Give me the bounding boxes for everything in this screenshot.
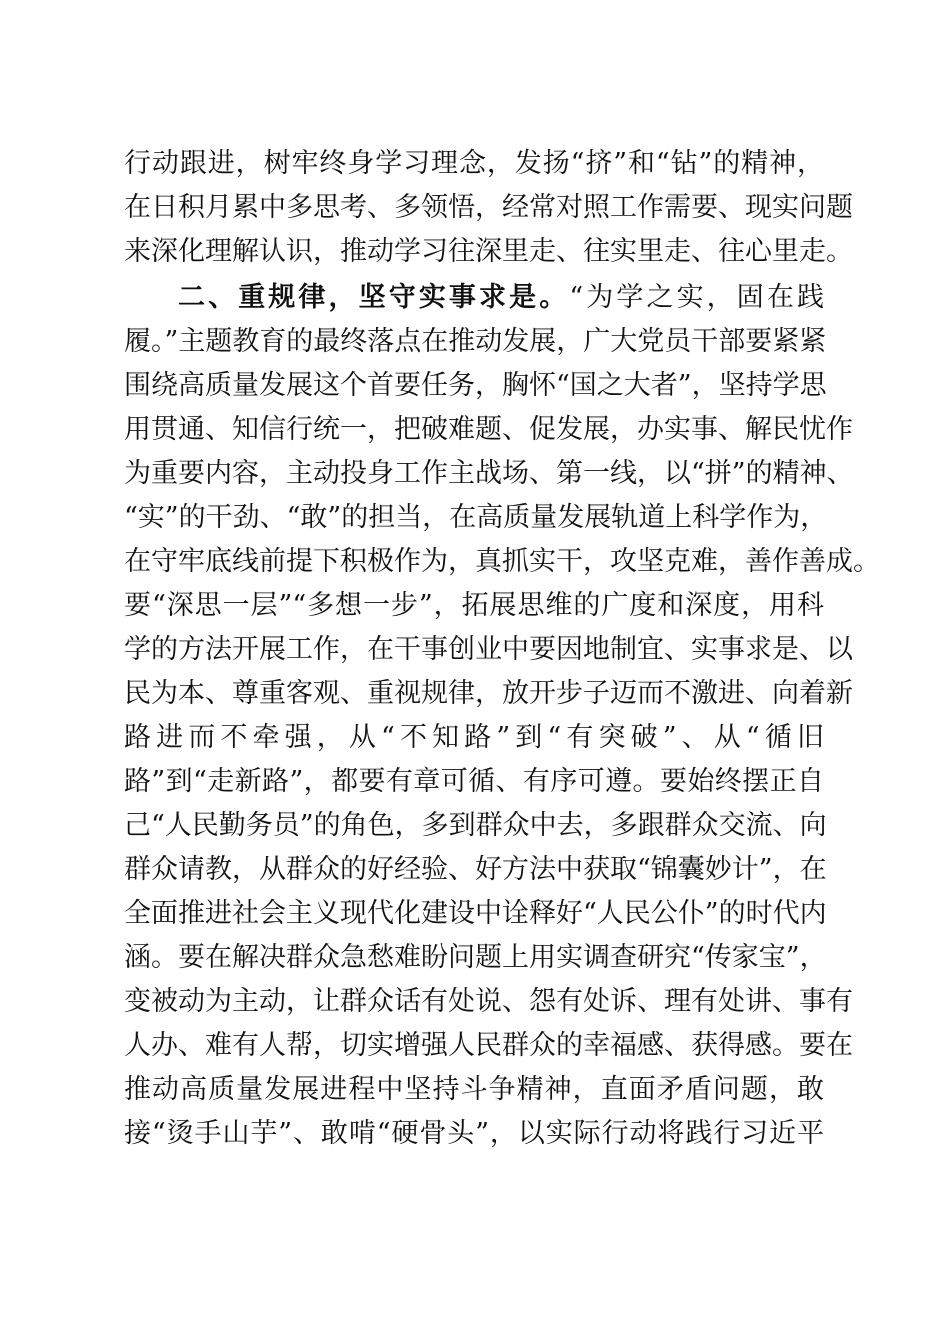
text-line: 群众请教，从群众的好经验、好方法中获取“锦囊妙计”，在 bbox=[124, 854, 827, 885]
text-line: “实”的干劲、“敢”的担当，在高质量发展轨道上科学作为， bbox=[124, 502, 828, 533]
text-line: 履。”主题教育的最终落点在推动发展，广大党员干部要紧紧 bbox=[124, 326, 827, 357]
text-line: 接“烫手山芋”、敢啃“硬骨头”，以实际行动将践行习近平 bbox=[124, 1118, 824, 1149]
section-heading-line bbox=[178, 276, 824, 320]
text-line: 全面推进社会主义现代化建设中诠释好“人民公仆”的时代内 bbox=[124, 898, 827, 929]
section-heading: 二、重规律，坚守实事求是。 bbox=[178, 282, 570, 313]
text-line: 要“深思一层”“多想一步”，拓展思维的广度和深度，用科 bbox=[124, 590, 824, 621]
text-line: 变被动为主动，让群众话有处说、怨有处诉、理有处讲、事有 bbox=[124, 986, 853, 1017]
text-line: 己“人民勤务员”的角色，多到群众中去，多跟群众交流、向 bbox=[124, 810, 827, 841]
text-line: 围绕高质量发展这个首要任务，胸怀“国之大者”，坚持学思 bbox=[124, 370, 827, 401]
text-span: “为学之实，固在践 bbox=[569, 282, 824, 313]
text-line: 为重要内容，主动投身工作主战场、第一线，以“拼”的精神、 bbox=[124, 458, 854, 489]
text-line: 人办、难有人帮，切实增强人民群众的幸福感、获得感。要在 bbox=[124, 1030, 853, 1061]
text-line: 推动高质量发展进程中坚持斗争精神，直面矛盾问题，敢 bbox=[124, 1074, 824, 1105]
text-line: 行动跟进，树牢终身学习理念，发扬“挤”和“钻”的精神， bbox=[124, 148, 824, 179]
text-line: 学的方法开展工作，在干事创业中要因地制宜、实事求是、以 bbox=[124, 634, 853, 665]
text-line: 路进而不牵强，从“不知路”到“有突破”、从“循旧 bbox=[124, 722, 824, 753]
text-line: 来深化理解认识，推动学习往深里走、往实里走、往心里走。 bbox=[124, 236, 853, 267]
text-line: 用贯通、知信行统一，把破难题、促发展，办实事、解民忧作 bbox=[124, 414, 853, 445]
text-line: 在守牢底线前提下积极作为，真抓实干，攻坚克难，善作善成。 bbox=[124, 546, 880, 577]
text-line: 涵。要在解决群众急愁难盼问题上用实调查研究“传家宝”， bbox=[124, 942, 827, 973]
text-line: 在日积月累中多思考、多领悟，经常对照工作需要、现实问题 bbox=[124, 192, 853, 223]
text-line: 民为本、尊重客观、重视规律，放开步子迈而不激进、向着新 bbox=[124, 678, 853, 709]
text-line: 路”到“走新路”，都要有章可循、有序可遵。要始终摆正自 bbox=[124, 766, 824, 797]
